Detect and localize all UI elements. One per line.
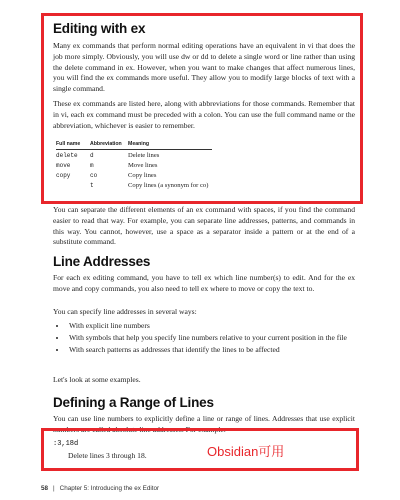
list-item: • With search patterns as addresses that identify the lines to be affected (67, 345, 367, 356)
table-cell: copy (56, 171, 71, 179)
table-cell: d (90, 151, 94, 159)
highlight-box-bottom (41, 428, 359, 471)
chapter-title: Chapter 5: Introducing the ex Editor (59, 485, 160, 492)
paragraph-range-of-lines: You can use line numbers to explicitly define a line or range of lines. Addresses that use explicit numbers are called absolute line addresses. For example: (53, 414, 355, 434)
table-cell: Move lines (128, 161, 158, 169)
table-header: Abbreviation (90, 141, 128, 150)
table-cell: t (90, 181, 94, 189)
highlight-box-top (41, 13, 363, 204)
section-title-range-of-lines: Defining a Range of Lines (53, 395, 214, 410)
paragraph-abbreviations: These ex commands are listed here, along with abbreviations for those commands. Remember that in vi, each ex command must be preceded with a colon. You can use the full command name or the abbreviation, whichever is easier to remember. (53, 99, 355, 130)
table-cell: delete (56, 151, 78, 159)
footer-separator: | (53, 485, 55, 492)
paragraph-specify-ways: You can specify line addresses in several ways: (53, 307, 197, 316)
table-header: Meaning (128, 141, 212, 150)
page-footer (41, 485, 159, 492)
page-number: 58 (41, 485, 49, 492)
table-cell: co (90, 171, 98, 179)
section-title-editing-with-ex: Editing with ex (53, 21, 146, 36)
code-description: Delete lines 3 through 18. (68, 451, 147, 460)
table-cell: m (90, 161, 94, 169)
table-header: Full name (56, 141, 90, 150)
table-cell: move (56, 161, 71, 169)
paragraph-separate-elements: You can separate the different elements of an ex command with spaces, if you find the command easier to read that way. For example, you can separate line addresses, patterns, and commands in this way. You cannot, however, use a space as a separator inside a pattern or at the end of a substitute command. (53, 205, 355, 247)
list-item: • With explicit line numbers (67, 321, 367, 332)
paragraph-line-addresses: For each ex editing command, you have to tell ex which line number(s) to edit. And for the ex move and copy commands, you also need to tell ex where to move or copy the text to. (53, 273, 355, 293)
code-example: :3,18d (53, 440, 79, 448)
table-cell: Copy lines (128, 171, 157, 179)
table-cell: Delete lines (128, 151, 160, 159)
paragraph-examples: Let's look at some examples. (53, 375, 141, 384)
table-cell: Copy lines (a synonym for co) (128, 181, 209, 189)
paragraph-intro: Many ex commands that perform normal editing operations have an equivalent in vi that does the job more simply. Obviously, you will use dw or dd to delete a single word or line rather than using the delete command in ex. However, when you want to make changes that affect numerous lines, you will find the ex commands more useful. They allow you to modify large blocks of text with a single command. (53, 41, 355, 94)
list-item: • With symbols that help you specify line numbers relative to your current position in the file (67, 333, 367, 344)
annotation-label: Obsidian可用 (207, 444, 285, 459)
section-title-line-addresses: Line Addresses (53, 254, 151, 269)
address-methods-list (53, 321, 367, 356)
